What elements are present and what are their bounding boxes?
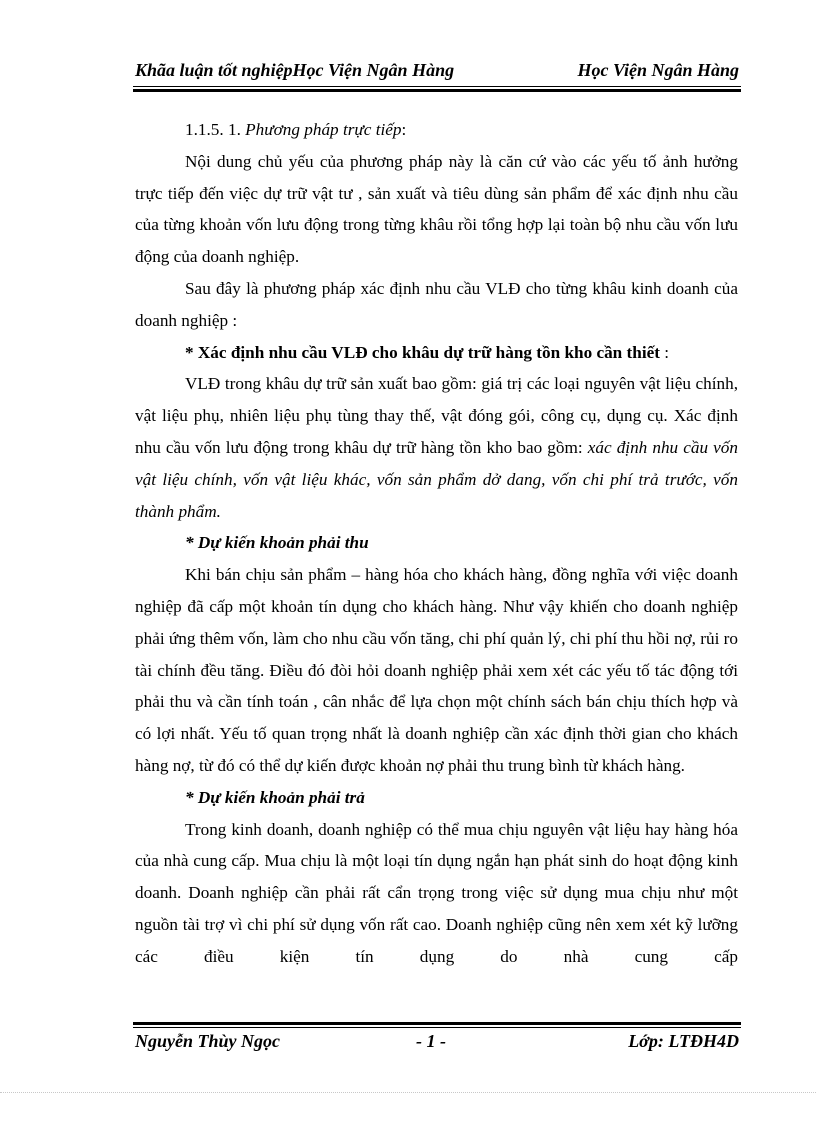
page-footer <box>133 1029 741 1055</box>
paragraph-3-text: VLĐ trong khâu dự trữ sản xuất bao gồm: giá trị các loại nguyên vật liệu chính, vật liệu phụ, nhiên liệu phụ tùng thay thế, vật đóng gói, công cụ, dụng cụ. Xác định nhu cầu vốn lưu động trong khâu dự trữ hàng tồn kho bao gồm: <box>135 374 738 457</box>
heading-receivables: * Dự kiến khoản phải thu <box>185 533 369 553</box>
section-heading <box>135 114 738 146</box>
header-left-title: Khãa luận tốt nghiệpHọc Viện Ngân Hàng <box>135 60 455 80</box>
footer-author: Nguyễn Thùy Ngọc <box>135 1031 280 1051</box>
footer-rule-thin <box>133 1027 741 1028</box>
paragraph-2: Sau đây là phương pháp xác định nhu cầu VLĐ cho từng khâu kinh doanh của doanh nghiệp : <box>135 278 738 330</box>
section-number: 1.1.5. 1. <box>185 120 246 139</box>
page-header <box>133 58 741 84</box>
paragraph-4: Khi bán chịu sản phẩm – hàng hóa cho khách hàng, đồng nghĩa với việc doanh nghiệp đã cấp một khoản tín dụng cho khách hàng. Như vậy khiến cho doanh nghiệp phải ứng thêm vốn, làm cho nhu cầu vốn tăng, chi phí quản lý, chi phí thu hồi nợ, rủi ro tài chính đều tăng. Điều đó đòi hỏi doanh nghiệp phải xem xét các yếu tố tác động tới phải thu và cần tính toán , cân nhắc để lựa chọn một chính sách bán chịu thích hợp và có lợi nhất. Yếu tố quan trọng nhất là doanh nghiệp cần xác định thời gian cho khách hàng nợ, từ đó có thể dự kiến được khoản nợ phải thu trung bình từ khách hàng. <box>135 565 738 775</box>
heading-inventory <box>135 337 738 369</box>
heading-inventory-text: * Xác định nhu cầu VLĐ cho khâu dự trữ hàng tồn kho cần thiết <box>185 342 660 362</box>
page-bottom-edge <box>0 1092 816 1093</box>
heading-inventory-tail: : <box>659 342 670 362</box>
document-body <box>135 114 738 973</box>
paragraph-3-italic: xác định nhu cầu vốn vật liệu chính, vốn vật liệu khác, vốn sản phẩm dở dang, vốn chi phí trả trước, vốn thành phẩm. <box>135 437 738 521</box>
footer-page-number: - 1 - <box>416 1031 446 1051</box>
paragraph-3 <box>135 368 738 527</box>
header-rule-thick <box>133 89 741 92</box>
paragraph-5: Trong kinh doanh, doanh nghiệp có thể mua chịu nguyên vật liệu hay hàng hóa của nhà cung cấp. Mua chịu là một loại tín dụng ngắn hạn phát sinh do hoạt động kinh doanh. Doanh nghiệp cần phải rất cẩn trọng trong việc sử dụng mua chịu như một nguồn tài trợ vì chi phí sử dụng vốn rất cao. Doanh nghiệp cũng nên xem xét kỹ lưỡng các điều kiện tín dụng do nhà cung cấp <box>135 819 738 966</box>
section-colon: : <box>401 120 407 139</box>
footer-class: Lớp: LTĐH4D <box>628 1031 739 1051</box>
header-right-title: Học Viện Ngân Hàng <box>577 60 739 80</box>
heading-payables: * Dự kiến khoản phải trả <box>185 787 365 807</box>
header-rule-thin <box>133 86 741 87</box>
paragraph-1: Nội dung chủ yếu của phương pháp này là căn cứ vào các yếu tố ảnh hưởng trực tiếp đến việc dự trữ vật tư , sản xuất và tiêu dùng sản phẩm để xác định nhu cầu của từng khoản vốn lưu động trong từng khâu rồi tổng hợp lại toàn bộ nhu cầu vốn lưu động của doanh nghiệp. <box>135 151 738 267</box>
section-title: Phương pháp trực tiếp <box>245 120 402 139</box>
footer-rule-thick <box>133 1022 741 1025</box>
